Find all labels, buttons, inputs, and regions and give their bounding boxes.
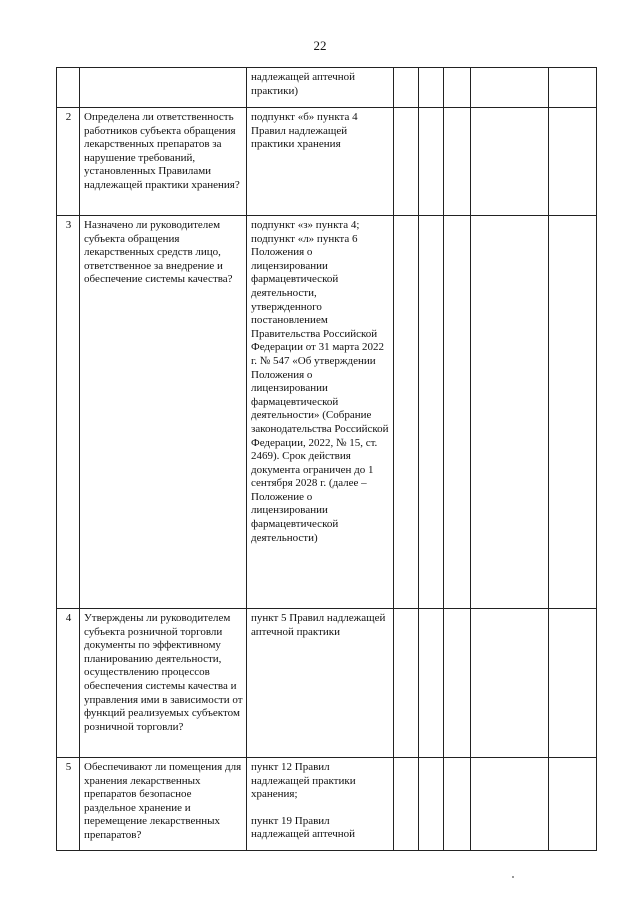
reference-text: надлежащей аптечной практики) (251, 71, 356, 97)
empty-cell (471, 108, 549, 216)
empty-cell (549, 758, 597, 851)
empty-cell (471, 758, 549, 851)
empty-cell (471, 609, 549, 758)
empty-cell (549, 68, 597, 108)
requirements-table (56, 67, 597, 851)
paragraph-gap (251, 802, 390, 815)
empty-cell (419, 758, 444, 851)
empty-cell (419, 68, 444, 108)
empty-cell (419, 216, 444, 609)
table-row (57, 216, 597, 609)
row-number: 3 (57, 216, 80, 609)
empty-cell (549, 216, 597, 609)
reference-text: подпункт «б» пункта 4 Правил надлежащей практики хранения (251, 111, 358, 151)
table-row (57, 68, 597, 108)
empty-cell (471, 216, 549, 609)
empty-cell (444, 68, 471, 108)
reference-text: пункт 12 Правил надлежащей практики хранения; (251, 761, 356, 801)
reference-text: подпункт «з» пункта 4; подпункт «л» пункта 6 Положения о лицензировании фармацевтической деятельности, утвержденного постановлением Правительства Российской Федерации от 31 марта 2022 г. № 547 «Об утверждении Положения о лицензировании фармацевтической деятельности» (Собрание законодательства Российской Федерации, 2022, № 15, ст. 2469). Срок действия документа ограничен до 1 сентября 2028 г. (далее – Положение о лицензировании фармацевтической деятельности) (251, 219, 389, 544)
empty-cell (419, 609, 444, 758)
reference-cell (247, 108, 394, 216)
empty-cell (444, 108, 471, 216)
empty-cell (419, 108, 444, 216)
table-row (57, 758, 597, 851)
empty-cell (549, 609, 597, 758)
empty-cell (394, 108, 419, 216)
row-number (57, 68, 80, 108)
empty-cell (444, 758, 471, 851)
empty-cell (444, 216, 471, 609)
empty-cell (549, 108, 597, 216)
empty-cell (394, 758, 419, 851)
reference-cell (247, 758, 394, 851)
empty-cell (394, 216, 419, 609)
reference-cell (247, 68, 394, 108)
question-cell: Обеспечивают ли помещения для хранения лекарственных препаратов безопасное раздельное хранение и перемещение лекарственных препаратов? (80, 758, 247, 851)
empty-cell (394, 609, 419, 758)
reference-cell (247, 216, 394, 609)
scan-speck (512, 876, 514, 878)
question-cell: Определена ли ответственность работников субъекта обращения лекарственных препаратов за нарушение требований, установленных Правилами надлежащей практики хранения? (80, 108, 247, 216)
empty-cell (444, 609, 471, 758)
page-number: 22 (313, 38, 327, 53)
row-number: 4 (57, 609, 80, 758)
row-number: 5 (57, 758, 80, 851)
reference-text: пункт 5 Правил надлежащей аптечной практики (251, 612, 386, 638)
reference-text: пункт 19 Правил надлежащей аптечной (251, 814, 356, 841)
question-cell: Назначено ли руководителем субъекта обращения лекарственных средств лицо, ответственное за внедрение и обеспечение системы качества? (80, 216, 247, 609)
table-row (57, 609, 597, 758)
table-row (57, 108, 597, 216)
question-cell: Утверждены ли руководителем субъекта розничной торговли документы по эффективному планированию деятельности, осуществлению процессов обеспечения системы качества и управления ими в зависимости от функций реализуемых субъектом розничной торговли? (80, 609, 247, 758)
empty-cell (471, 68, 549, 108)
question-cell (80, 68, 247, 108)
row-number: 2 (57, 108, 80, 216)
reference-cell (247, 609, 394, 758)
empty-cell (394, 68, 419, 108)
